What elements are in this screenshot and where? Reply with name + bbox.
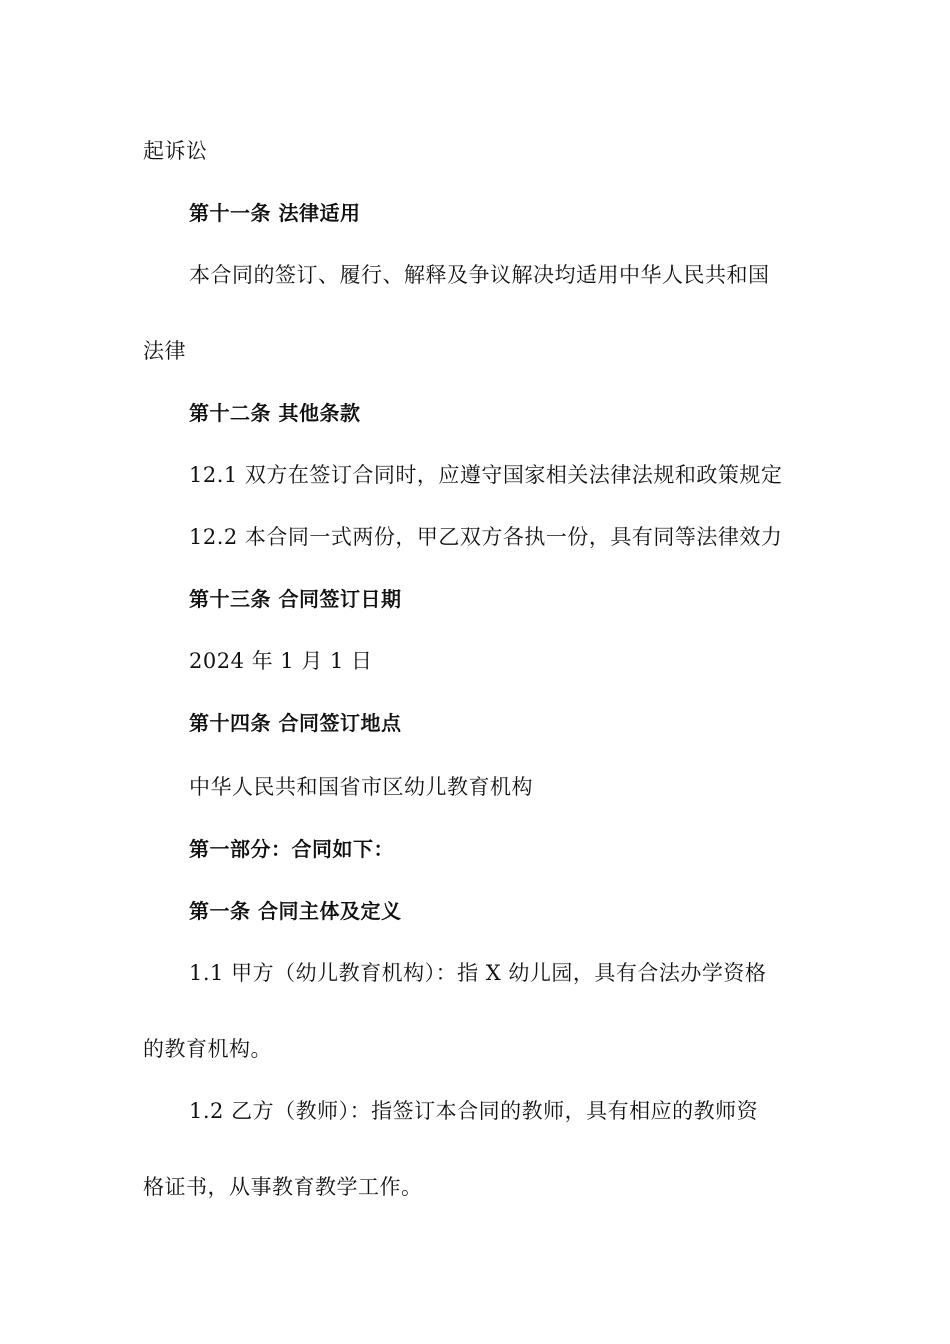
clause-1-2: 1.2 乙方（教师）：指签订本合同的教师，具有相应的教师资 (189, 1099, 759, 1123)
article-12-heading: 第十二条 其他条款 (189, 401, 361, 425)
article-14-heading: 第十四条 合同签订地点 (189, 711, 402, 735)
article-11-heading: 第十一条 法律适用 (189, 201, 361, 225)
clause-12-1: 12.1 双方在签订合同时，应遵守国家相关法律法规和政策规定 (189, 463, 783, 487)
signing-place: 中华人民共和国省市区幼儿教育机构 (189, 775, 533, 799)
clause-1-1: 1.1 甲方（幼儿教育机构）：指 X 幼儿园，具有合法办学资格 (189, 961, 767, 985)
clause-1-1-cont: 的教育机构。 (143, 1037, 272, 1061)
clause-1-2-cont: 格证书，从事教育教学工作。 (143, 1175, 423, 1199)
article-1-heading: 第一条 合同主体及定义 (189, 899, 402, 923)
article-11-paragraph-cont: 法律 (143, 339, 186, 363)
signing-date: 2024 年 1 月 1 日 (189, 649, 373, 673)
text-line-continuation: 起诉讼 (143, 139, 208, 163)
clause-12-2: 12.2 本合同一式两份，甲乙双方各执一份，具有同等法律效力 (189, 525, 783, 549)
part-one-heading: 第一部分：合同如下： (189, 837, 394, 861)
article-13-heading: 第十三条 合同签订日期 (189, 587, 402, 611)
article-11-paragraph: 本合同的签订、履行、解释及争议解决均适用中华人民共和国 (189, 263, 770, 287)
